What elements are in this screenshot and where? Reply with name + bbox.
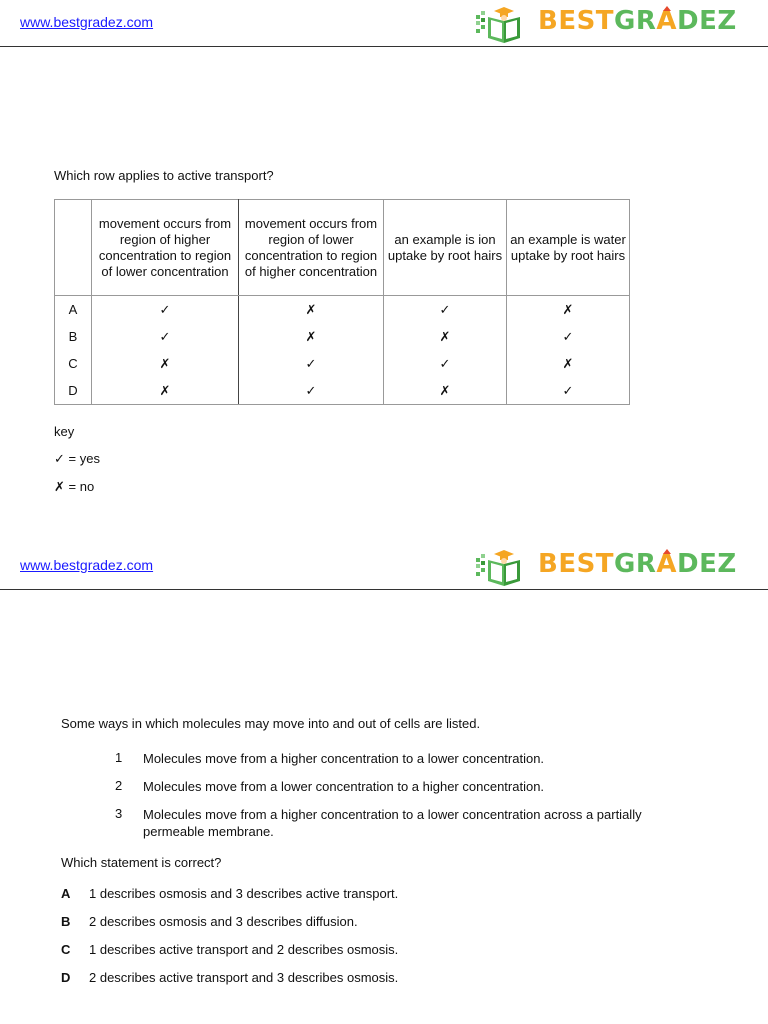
table-cell: ✗ [384, 323, 507, 350]
option-letter: D [61, 970, 71, 985]
page-header-2 [0, 543, 768, 590]
logo-wordmark: BESTGRADEZ [538, 6, 737, 36]
table-cell: ✗ [239, 323, 384, 350]
table-cell: ✓ [239, 377, 384, 405]
table-row [55, 350, 630, 377]
option-letter: C [61, 942, 71, 957]
table-cell: ✗ [384, 377, 507, 405]
question2-prompt: Which statement is correct? [61, 855, 222, 870]
question2-intro: Some ways in which molecules may move into and out of cells are listed. [61, 716, 481, 731]
table-cell: ✓ [507, 323, 630, 350]
statement-number: 3 [115, 806, 123, 821]
option-text: 1 describes active transport and 2 describes osmosis. [89, 942, 399, 957]
answer-table [54, 199, 630, 405]
table-header-cell: an example is ion uptake by root hairs [384, 200, 507, 296]
table-cell: ✗ [92, 350, 239, 377]
page-header-1 [0, 0, 768, 47]
table-row [55, 323, 630, 350]
row-label: A [55, 296, 92, 324]
key-no: ✗ = no [54, 479, 95, 494]
bestgradez-logo [474, 3, 750, 43]
table-corner-cell [55, 200, 92, 296]
bestgradez-logo [474, 546, 750, 586]
key-title: key [54, 424, 75, 439]
key-yes: ✓ = yes [54, 451, 100, 466]
row-label: D [55, 377, 92, 405]
question1-prompt: Which row applies to active transport? [54, 168, 274, 183]
table-row [55, 296, 630, 324]
table-cell: ✓ [239, 350, 384, 377]
statement-number: 2 [115, 778, 123, 793]
option-letter: A [61, 886, 71, 901]
table-cell: ✓ [384, 350, 507, 377]
table-cell: ✓ [507, 377, 630, 405]
logo-book-icon [474, 546, 538, 586]
table-row [55, 377, 630, 405]
logo-book-icon [474, 3, 538, 43]
statement-text: Molecules move from a higher concentration to a lower concentration. [143, 751, 545, 766]
table-cell: ✓ [92, 323, 239, 350]
table-cell: ✓ [384, 296, 507, 324]
row-label: C [55, 350, 92, 377]
table-header-cell: movement occurs from region of higher concentration to region of lower concentration [92, 200, 239, 296]
option-text: 1 describes osmosis and 3 describes active transport. [89, 886, 399, 901]
site-link[interactable]: www.bestgradez.com [20, 14, 154, 30]
row-label: B [55, 323, 92, 350]
logo-wordmark: BESTGRADEZ [538, 549, 737, 579]
statement-number: 1 [115, 750, 123, 765]
option-text: 2 describes active transport and 3 describes osmosis. [89, 970, 399, 985]
table-cell: ✗ [92, 377, 239, 405]
table-header-cell: an example is water uptake by root hairs [507, 200, 630, 296]
table-cell: ✓ [92, 296, 239, 324]
site-link[interactable]: www.bestgradez.com [20, 557, 154, 573]
table-cell: ✗ [239, 296, 384, 324]
statement-text: Molecules move from a lower concentration to a higher concentration. [143, 779, 545, 794]
statement-text: Molecules move from a higher concentration to a lower concentration across a partially permeable membrane. [143, 807, 642, 839]
table-cell: ✗ [507, 296, 630, 324]
option-text: 2 describes osmosis and 3 describes diffusion. [89, 914, 358, 929]
option-letter: B [61, 914, 71, 929]
table-header-cell: movement occurs from region of lower concentration to region of higher concentration [239, 200, 384, 296]
table-cell: ✗ [507, 350, 630, 377]
